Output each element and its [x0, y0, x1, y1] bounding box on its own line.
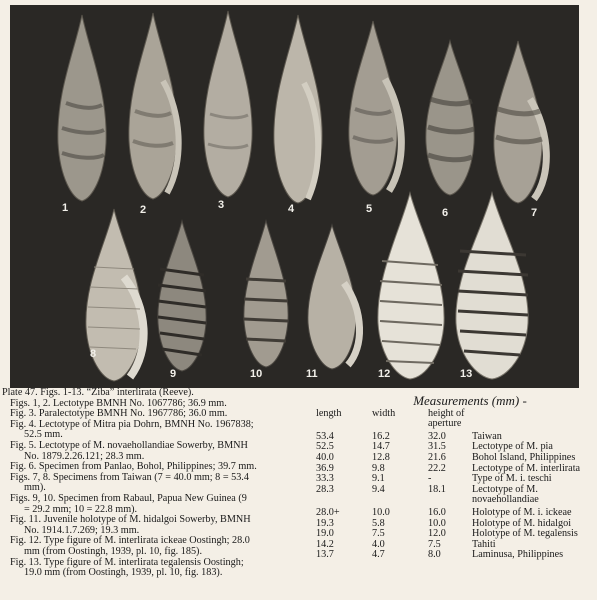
figure-caption	[2, 536, 320, 557]
cell-length: 19.0	[316, 528, 334, 540]
cell-aperture: 18.1	[428, 483, 446, 495]
figure-caption	[2, 420, 320, 441]
measurements-rows	[316, 432, 594, 561]
plate-number: 2	[140, 204, 147, 216]
shell-fig-4	[268, 13, 330, 205]
figure-caption-line: No. 1879.2.26.121; 28.3 mm.	[24, 450, 145, 462]
table-row	[316, 474, 594, 485]
cell-length: 14.2	[316, 538, 334, 550]
figure-caption	[2, 558, 320, 579]
cell-length: 53.4	[316, 430, 334, 442]
table-row	[316, 529, 594, 540]
cell-note-line: novaehollandiae	[472, 494, 539, 506]
cell-note	[472, 550, 594, 561]
cell-width: 7.5	[372, 528, 385, 540]
table-row	[316, 550, 594, 561]
figure-caption-line: No. 1914.1.7.269; 19.3 mm.	[24, 524, 140, 536]
figure-caption-line: Figs. 9, 10. Specimen from Rabaul, Papua New Guinea (9	[10, 492, 247, 504]
plate-title: Plate 47. Figs. 1-13. “Ziba” interlirata (Reeve).	[2, 387, 194, 398]
figure-caption-line: Figs. 7, 8. Specimens from Taiwan (7 = 40.0 mm; 8 = 53.4	[10, 471, 249, 483]
figure-caption	[2, 473, 320, 494]
header-length: length	[316, 407, 342, 419]
cell-note-line: Holotype of M. hidalgoi	[472, 517, 572, 529]
figure-caption-line: Figs. 1, 2. Lectotype BMNH No. 1067786; 36.9 mm.	[10, 397, 227, 409]
plate-number: 9	[170, 368, 177, 380]
plate-number: 6	[442, 207, 449, 219]
header-aperture	[428, 409, 472, 430]
plate-caption	[2, 388, 320, 579]
cell-note	[472, 453, 594, 464]
figure-caption-line: mm (from Oostingh, 1939, pl. 10, fig. 185).	[24, 545, 202, 557]
measurements-title: Measurements (mm) -	[413, 393, 527, 408]
shell-fig-9	[150, 219, 220, 375]
cell-aperture: 32.0	[428, 430, 446, 442]
cell-note-line: Holotype of M. tegalensis	[472, 528, 578, 540]
figure-caption-line: Fig. 6. Specimen from Panlao, Bohol, Philippines; 39.7 mm.	[10, 461, 257, 473]
cell-aperture: 7.5	[428, 538, 441, 550]
figure-caption-line: 19.0 mm (from Oostingh, 1939, pl. 10, fig. 183).	[24, 567, 223, 579]
cell-note-line: Lectotype of M. pia	[472, 441, 553, 453]
measurements-table	[316, 393, 594, 561]
plate-number: 12	[378, 368, 391, 380]
cell-note-line: Bohol Island, Philippines	[472, 451, 576, 463]
header-aperture-line: height of	[428, 407, 465, 419]
cell-length: 13.7	[316, 549, 334, 561]
plate-number: 7	[531, 207, 538, 219]
figure-caption-line: Fig. 5. Lectotype of M. novaehollandiae Sowerby, BMNH	[10, 439, 248, 451]
cell-length: 40.0	[316, 451, 334, 463]
cell-length: 36.9	[316, 462, 334, 474]
plate-number: 11	[306, 368, 318, 380]
figure-caption-line: Fig. 3. Paralectotype BMNH No. 1967786; 36.0 mm.	[10, 408, 228, 420]
shell-fig-3	[198, 9, 260, 199]
figure-caption-line: Fig. 11. Juvenile holotype of M. hidalgoi Sowerby, BMNH	[10, 514, 251, 526]
cell-width: 9.4	[372, 483, 385, 495]
cell-length: 28.3	[316, 483, 334, 495]
cell-aperture: 10.0	[428, 517, 446, 529]
cell-note-line: Holotype of M. i. ickeae	[472, 506, 572, 518]
plate-number: 8	[90, 348, 97, 360]
cell-note-line: Type of M. i. teschi	[472, 473, 552, 485]
cell-note-line: Lectotype of M.	[472, 483, 538, 495]
shell-fig-13	[446, 191, 546, 383]
cell-width: 12.8	[372, 451, 390, 463]
cell-width: 9.1	[372, 473, 385, 485]
cell-aperture: 22.2	[428, 462, 446, 474]
table-row	[316, 485, 594, 506]
header-width: width	[372, 407, 396, 419]
figure-caption-line: Fig. 12. Type figure of M. interlirata ickeae Oostingh; 28.0	[10, 535, 250, 547]
cell-note-line: Tahiti	[472, 538, 496, 550]
figure-caption	[2, 494, 320, 515]
cell-aperture: 16.0	[428, 506, 446, 518]
figure-caption-line: = 29.2 mm; 10 = 22.8 mm).	[24, 503, 138, 515]
shell-fig-12	[368, 191, 458, 383]
cell-aperture: 21.6	[428, 451, 446, 463]
shell-fig-11	[300, 223, 374, 373]
cell-note	[472, 485, 594, 506]
cell-note	[472, 508, 594, 519]
cell-note-line: Laminusa, Philippines	[472, 549, 564, 561]
plate-photo	[10, 5, 579, 388]
cell-length: 28.0+	[316, 506, 340, 518]
cell-width: 10.0	[372, 506, 390, 518]
plate-number: 5	[366, 203, 373, 215]
shell-fig-10	[236, 219, 298, 371]
plate-number: 13	[460, 368, 473, 380]
cell-width: 16.2	[372, 430, 390, 442]
cell-width: 14.7	[372, 441, 390, 453]
cell-length: 33.3	[316, 473, 334, 485]
figure-caption-line: mm).	[24, 482, 46, 494]
figure-caption	[2, 441, 320, 462]
figure-caption-line: Fig. 13. Type figure of M. interlirata tegalensis Oostingh;	[10, 556, 244, 568]
cell-length: 19.3	[316, 517, 334, 529]
cell-length: 52.5	[316, 441, 334, 453]
plate-number: 10	[250, 368, 263, 380]
cell-aperture: 12.0	[428, 528, 446, 540]
table-header	[316, 409, 594, 430]
plate-number: 1	[62, 202, 69, 214]
cell-note-line: Lectotype of M. interlirata	[472, 462, 581, 474]
header-note	[472, 409, 594, 430]
cell-width: 9.8	[372, 462, 385, 474]
shell-fig-5	[343, 19, 415, 199]
shell-fig-6	[420, 39, 482, 199]
table-row	[316, 453, 594, 464]
shell-fig-7	[488, 39, 560, 209]
plate-number: 3	[218, 199, 225, 211]
table-row	[316, 464, 594, 475]
shell-fig-1	[52, 13, 112, 203]
header-aperture-line: aperture	[428, 418, 462, 430]
figure-caption-line: Fig. 4. Lectotype of Mitra pia Dohrn, BMNH No. 1967838;	[10, 418, 254, 430]
figure-caption	[2, 515, 320, 536]
cell-aperture: -	[428, 473, 432, 485]
cell-width: 5.8	[372, 517, 385, 529]
cell-width: 4.7	[372, 549, 385, 561]
table-row	[316, 508, 594, 519]
plate-number: 4	[288, 203, 295, 215]
cell-width: 4.0	[372, 538, 385, 550]
cell-aperture: 8.0	[428, 549, 441, 561]
cell-aperture: 31.5	[428, 441, 446, 453]
figure-caption-line: 52.5 mm.	[24, 429, 63, 441]
shell-fig-2	[123, 11, 189, 201]
cell-note-line: Taiwan	[472, 430, 502, 442]
